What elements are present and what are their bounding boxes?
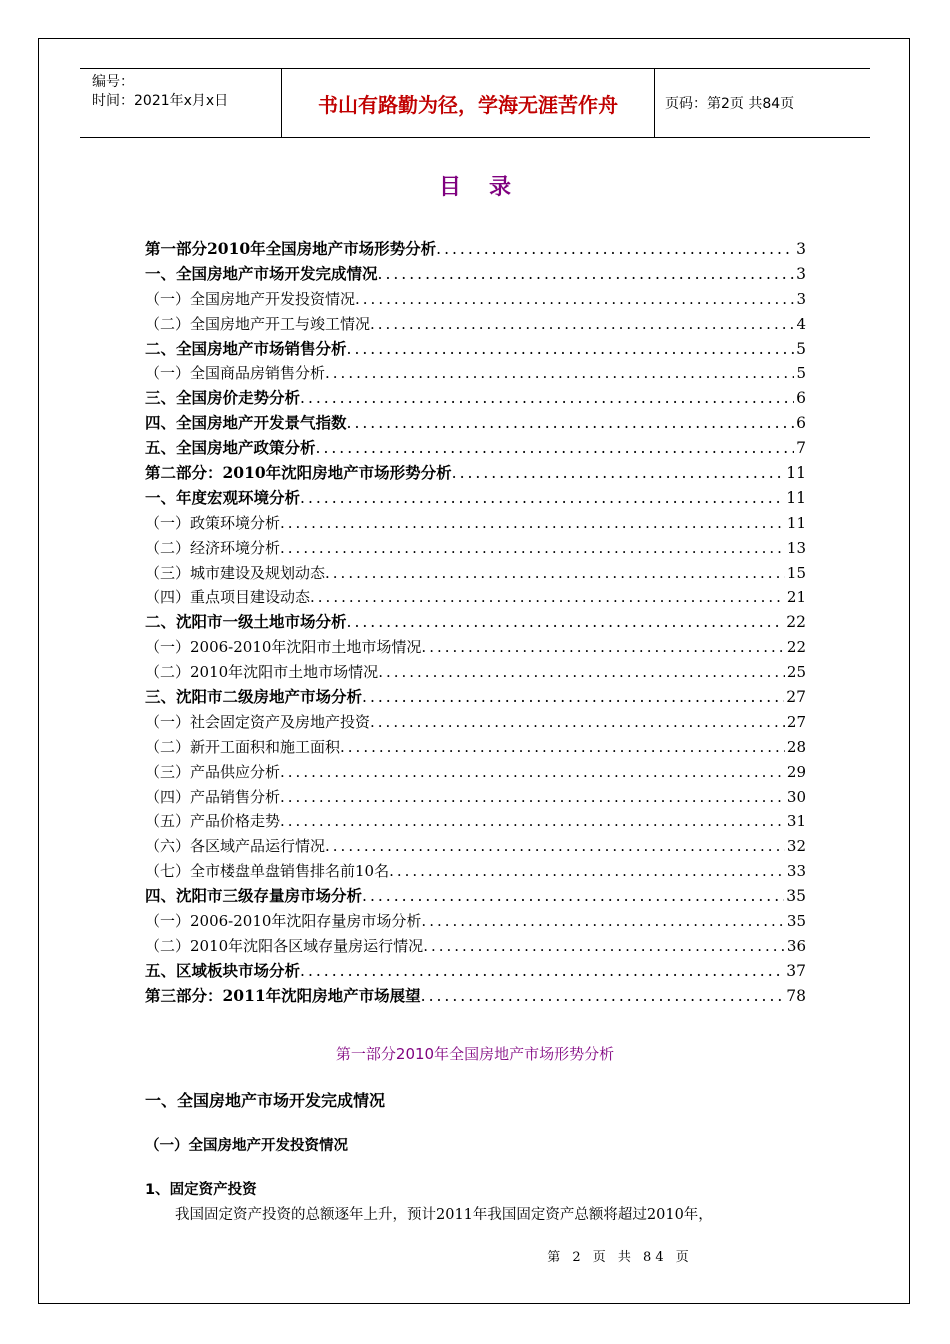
toc-entry-page: 3 — [796, 289, 806, 308]
toc-entry-title: （四）重点项目建设动态 — [145, 588, 311, 607]
toc-entry-title: （一）全国房地产开发投资情况 — [145, 289, 356, 308]
toc-leader-dots — [389, 859, 785, 884]
toc-leader-dots — [280, 785, 785, 810]
toc-entry-page: 15 — [786, 563, 806, 582]
toc-leader-dots — [436, 237, 794, 262]
toc-entry-page: 27 — [786, 688, 806, 707]
toc-entry-page: 29 — [786, 762, 806, 781]
toc-entry-title: （四）产品销售分析 — [145, 787, 281, 806]
toc-entry-title: （六）各区域产品运行情况 — [145, 837, 326, 856]
toc-entry[interactable] — [145, 312, 806, 337]
toc-leader-dots — [310, 585, 785, 610]
toc-entry-title: （二）2010年沈阳市土地市场情况 — [145, 663, 379, 682]
toc-entry-page: 11 — [786, 464, 806, 483]
toc-entry[interactable] — [145, 561, 806, 586]
toc-entry-page: 31 — [786, 812, 806, 831]
toc-entry-title: （三）产品供应分析 — [145, 762, 281, 781]
toc-entry-page: 13 — [786, 538, 806, 557]
toc-entry[interactable] — [145, 337, 806, 362]
toc-entry-title: 第一部分2010年全国房地产市场形势分析 — [145, 239, 437, 258]
toc-leader-dots — [362, 685, 784, 710]
toc-entry[interactable] — [145, 884, 806, 909]
page-header — [80, 68, 870, 138]
toc-entry-page: 35 — [786, 912, 806, 931]
toc-entry-title: （二）新开工面积和施工面积 — [145, 737, 341, 756]
toc-entry[interactable] — [145, 386, 806, 411]
toc-entry-title: 第三部分：2011年沈阳房地产市场展望 — [145, 985, 421, 1005]
toc-entry[interactable] — [145, 585, 806, 610]
toc-entry-page: 4 — [796, 314, 806, 333]
toc-entry-page: 22 — [786, 613, 806, 632]
toc-leader-dots — [280, 536, 785, 561]
toc-entry[interactable] — [145, 809, 806, 834]
toc-leader-dots — [300, 959, 784, 984]
header-motto: 书山有路勤为径，学海无涯苦作舟 — [282, 69, 655, 137]
toc-entry[interactable] — [145, 237, 806, 262]
toc-entry[interactable] — [145, 486, 806, 511]
toc-entry-title: 第二部分：2010年沈阳房地产市场形势分析 — [145, 463, 452, 483]
toc-entry-page: 37 — [786, 961, 806, 980]
toc-entry-page: 32 — [786, 837, 806, 856]
toc-entry[interactable] — [145, 660, 806, 685]
toc-entry-page: 21 — [786, 588, 806, 607]
toc-entry[interactable] — [145, 536, 806, 561]
toc-entry[interactable] — [145, 934, 806, 959]
toc-entry[interactable] — [145, 785, 806, 810]
toc-entry[interactable] — [145, 685, 806, 710]
toc-entry-title: （二）全国房地产开工与竣工情况 — [145, 314, 371, 333]
toc-leader-dots — [347, 610, 785, 635]
toc-entry-title: （三）城市建设及规划动态 — [145, 563, 326, 582]
toc-leader-dots — [452, 461, 785, 486]
toc-entry-title: 二、全国房地产市场销售分析 — [145, 338, 347, 358]
toc-entry[interactable] — [145, 610, 806, 635]
toc-entry[interactable] — [145, 511, 806, 536]
toc-leader-dots — [423, 934, 785, 959]
toc-entry[interactable] — [145, 735, 806, 760]
toc-leader-dots — [316, 436, 795, 461]
toc-leader-dots — [421, 984, 785, 1009]
toc-entry[interactable] — [145, 635, 806, 660]
header-meta — [80, 69, 282, 137]
toc-leader-dots — [280, 809, 785, 834]
toc-entry-page: 22 — [786, 638, 806, 657]
toc-entry[interactable] — [145, 984, 806, 1009]
toc-entry-title: （一）2006-2010年沈阳存量房市场分析 — [145, 912, 422, 931]
body-paragraph: 我国固定资产投资的总额逐年上升，预计2011年我国固定资产总额将超过2010年， — [175, 1207, 713, 1223]
toc-entry-page: 6 — [796, 414, 806, 433]
time-label: 时间：2021年x月x日 — [92, 93, 229, 109]
toc-entry-title: （一）全国商品房销售分析 — [145, 364, 326, 383]
toc-entry-title: （五）产品价格走势 — [145, 812, 281, 831]
toc-entry[interactable] — [145, 959, 806, 984]
toc-entry-title: （一）2006-2010年沈阳市土地市场情况 — [145, 638, 422, 657]
toc-leader-dots — [347, 337, 795, 362]
toc-entry-page: 6 — [796, 389, 806, 408]
toc-entry-page: 36 — [786, 936, 806, 955]
toc-leader-dots — [421, 635, 784, 660]
toc-entry-title: 三、全国房价走势分析 — [145, 388, 301, 408]
toc-entry-title: （二）2010年沈阳各区域存量房运行情况 — [145, 936, 424, 955]
toc-entry-page: 3 — [796, 264, 806, 283]
toc-entry-page: 30 — [786, 787, 806, 806]
toc-entry[interactable] — [145, 361, 806, 386]
toc-entry-page: 11 — [786, 488, 806, 507]
toc-entry-title: 五、全国房地产政策分析 — [145, 438, 316, 458]
toc-leader-dots — [300, 486, 784, 511]
toc-entry[interactable] — [145, 436, 806, 461]
toc-entry-page: 33 — [786, 862, 806, 881]
heading-level-2: （一）全国房地产开发投资情况 — [145, 1138, 348, 1154]
toc-leader-dots — [421, 909, 784, 934]
toc-leader-dots — [325, 561, 785, 586]
toc-entry-page: 5 — [796, 339, 806, 358]
toc-entry-title: 二、沈阳市一级土地市场分析 — [145, 612, 347, 632]
toc-entry-page: 3 — [796, 240, 806, 258]
toc-leader-dots — [355, 287, 794, 312]
toc-entry-title: 四、全国房地产开发景气指数 — [145, 413, 347, 433]
toc-entry[interactable] — [145, 909, 806, 934]
toc-entry-page: 5 — [796, 364, 806, 383]
toc-leader-dots — [300, 386, 794, 411]
toc-leader-dots — [378, 660, 785, 685]
toc-entry-page: 78 — [786, 986, 806, 1005]
table-of-contents — [145, 237, 806, 1009]
toc-leader-dots — [362, 884, 784, 909]
toc-leader-dots — [340, 735, 785, 760]
toc-entry-title: （一）社会固定资产及房地产投资 — [145, 712, 371, 731]
page-footer: 第 2 页 共 84 页 — [547, 1250, 693, 1265]
toc-entry-title: （一）政策环境分析 — [145, 513, 281, 532]
toc-entry-title: 四、沈阳市三级存量房市场分析 — [145, 886, 363, 906]
toc-entry-title: 一、年度宏观环境分析 — [145, 487, 301, 507]
toc-entry-page: 11 — [786, 513, 806, 532]
toc-entry-title: 一、全国房地产市场开发完成情况 — [145, 263, 378, 283]
toc-leader-dots — [280, 511, 785, 536]
toc-entry[interactable] — [145, 262, 806, 287]
toc-entry-page: 25 — [786, 663, 806, 682]
toc-entry[interactable] — [145, 859, 806, 884]
toc-entry-title: 三、沈阳市二级房地产市场分析 — [145, 687, 363, 707]
toc-title: 目录 — [438, 175, 539, 200]
toc-entry-title: （七）全市楼盘单盘销售排名前10名 — [145, 862, 390, 881]
header-page-info: 页码：第2页 共84页 — [665, 96, 795, 112]
toc-entry-title: 五、区域板块市场分析 — [145, 960, 301, 980]
toc-entry[interactable] — [145, 760, 806, 785]
section-title: 第一部分2010年全国房地产市场形势分析 — [335, 1045, 615, 1063]
toc-leader-dots — [347, 411, 795, 436]
number-label: 编号： — [92, 74, 134, 90]
toc-entry[interactable] — [145, 834, 806, 859]
heading-level-1: 一、全国房地产市场开发完成情况 — [145, 1091, 386, 1110]
toc-entry-page: 27 — [786, 712, 806, 731]
heading-level-3: 1、固定资产投资 — [145, 1182, 257, 1198]
toc-entry[interactable] — [145, 710, 806, 735]
toc-leader-dots — [325, 834, 785, 859]
toc-entry[interactable] — [145, 461, 806, 486]
toc-entry-page: 28 — [786, 737, 806, 756]
toc-leader-dots — [325, 361, 794, 386]
toc-leader-dots — [370, 710, 785, 735]
toc-entry-page: 7 — [796, 439, 806, 458]
toc-entry[interactable] — [145, 287, 806, 312]
toc-leader-dots — [370, 312, 794, 337]
toc-leader-dots — [378, 262, 795, 287]
toc-entry[interactable] — [145, 411, 806, 436]
toc-entry-title: （二）经济环境分析 — [145, 538, 281, 557]
toc-leader-dots — [280, 760, 785, 785]
toc-entry-page: 35 — [786, 887, 806, 906]
